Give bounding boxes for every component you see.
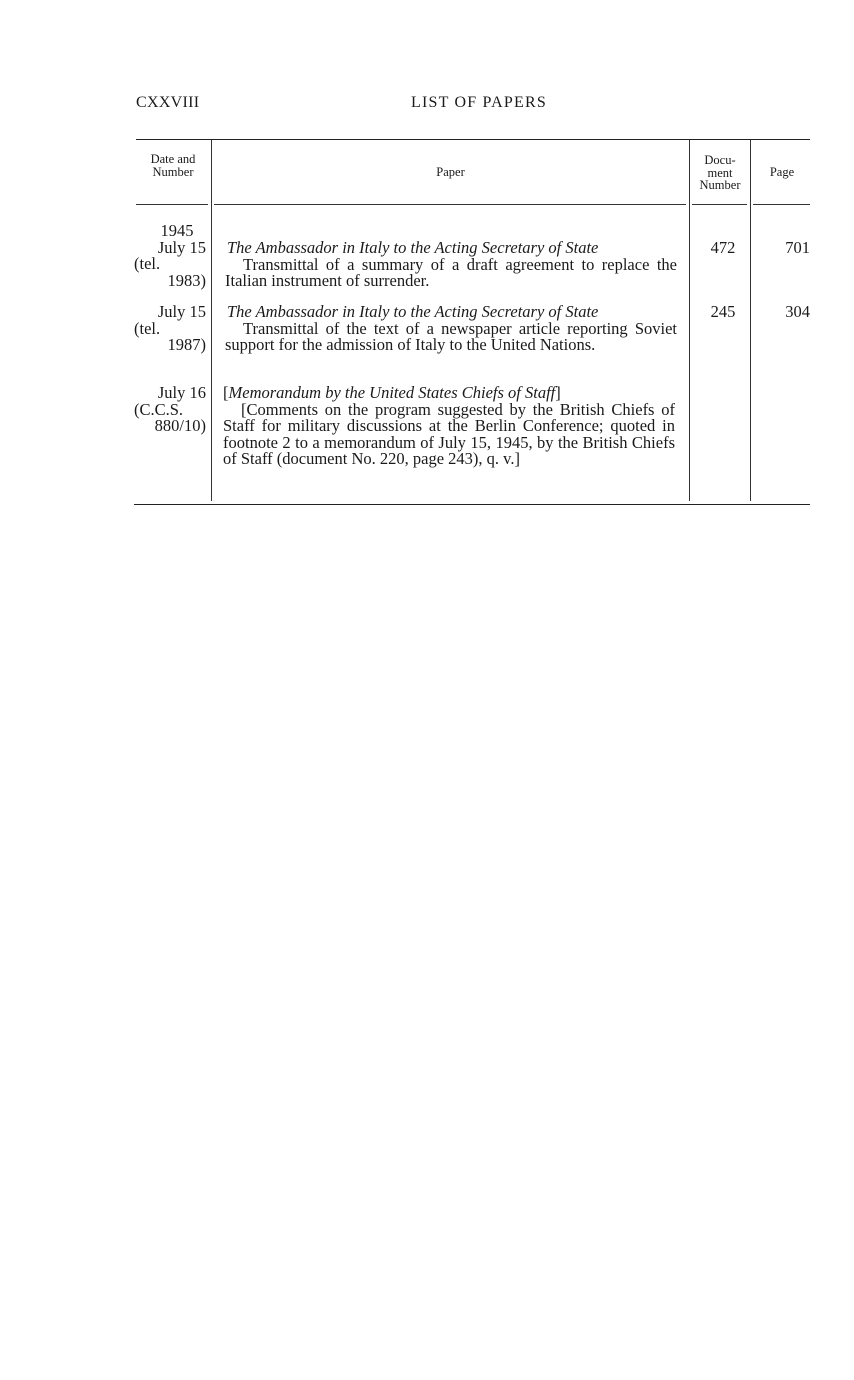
header-rule-date bbox=[136, 204, 208, 205]
row-2-document-number: 245 bbox=[710, 302, 736, 321]
page-title: LIST OF PAPERS bbox=[411, 94, 547, 111]
row-1-date-text: July 15 bbox=[157, 237, 206, 257]
header-doc-line1: Docu- bbox=[704, 153, 736, 167]
row-3-number-line1: (C.C.S. bbox=[134, 399, 184, 419]
header-doc-line2: ment bbox=[707, 165, 733, 180]
header-doc-line3: Number bbox=[699, 178, 741, 192]
table-top-rule bbox=[136, 139, 810, 140]
row-2-date-text: July 15 bbox=[157, 302, 206, 321]
header-rule-paper bbox=[214, 204, 686, 205]
row-2-paper bbox=[225, 304, 677, 354]
row-3-number-line2: 880/10) bbox=[154, 416, 206, 435]
header-date-and-number bbox=[136, 153, 210, 179]
header-date-line1: Date and bbox=[150, 152, 196, 166]
row-1-page: 701 bbox=[785, 238, 810, 257]
row-1-document-number: 472 bbox=[710, 238, 736, 257]
header-rule-document bbox=[692, 204, 747, 205]
row-2-paper-title: The Ambassador in Italy to the Acting Secretary of State bbox=[227, 302, 599, 321]
header-rule-page bbox=[753, 204, 810, 205]
table-bottom-rule bbox=[134, 504, 810, 505]
running-head bbox=[136, 94, 810, 114]
row-3-date bbox=[134, 385, 206, 435]
row-2-number-line1: (tel. bbox=[134, 318, 161, 338]
page-folio: CXXVIII bbox=[136, 94, 200, 111]
row-1-paper bbox=[225, 240, 677, 290]
row-1-paper-description: Transmittal of a summary of a draft agreement to replace the Italian instrument of surrender. bbox=[225, 254, 677, 290]
row-1-year: 1945 bbox=[160, 221, 194, 240]
row-1-number-line1: (tel. bbox=[134, 254, 161, 273]
header-document-number bbox=[690, 154, 750, 192]
row-2-date bbox=[134, 304, 206, 354]
row-2-page: 304 bbox=[785, 302, 810, 321]
header-paper: Paper bbox=[436, 165, 465, 179]
column-divider-paper bbox=[689, 140, 690, 501]
row-3-paper-title: Memorandum by the United States Chiefs of Staff bbox=[228, 383, 556, 402]
row-3-title-close-bracket: ] bbox=[555, 383, 561, 402]
row-3-title-open-bracket: [ bbox=[223, 383, 229, 402]
header-page: Page bbox=[769, 165, 795, 179]
row-3-paper bbox=[223, 385, 675, 468]
row-1-date bbox=[134, 223, 206, 289]
row-3-date-text: July 16 bbox=[157, 383, 206, 402]
header-date-line2: Number bbox=[152, 165, 194, 179]
row-1-number-line2: 1983) bbox=[167, 270, 206, 290]
row-2-number-line2: 1987) bbox=[167, 335, 206, 354]
row-2-paper-description: Transmittal of the text of a newspaper article reporting Soviet support for the admission of Italy to the United Nations. bbox=[225, 318, 677, 354]
row-1-paper-title: The Ambassador in Italy to the Acting Secretary of State bbox=[227, 238, 599, 257]
row-3-paper-description: [Comments on the program suggested by the British Chiefs of Staff for military discussions at the Berlin Conference; quoted in footnote 2 to a memorandum of July 15, 1945, by the British Chiefs of Staff (document No. 220, page 243), q. v.] bbox=[223, 399, 675, 468]
column-divider-date bbox=[211, 140, 212, 501]
column-divider-document bbox=[750, 140, 751, 501]
